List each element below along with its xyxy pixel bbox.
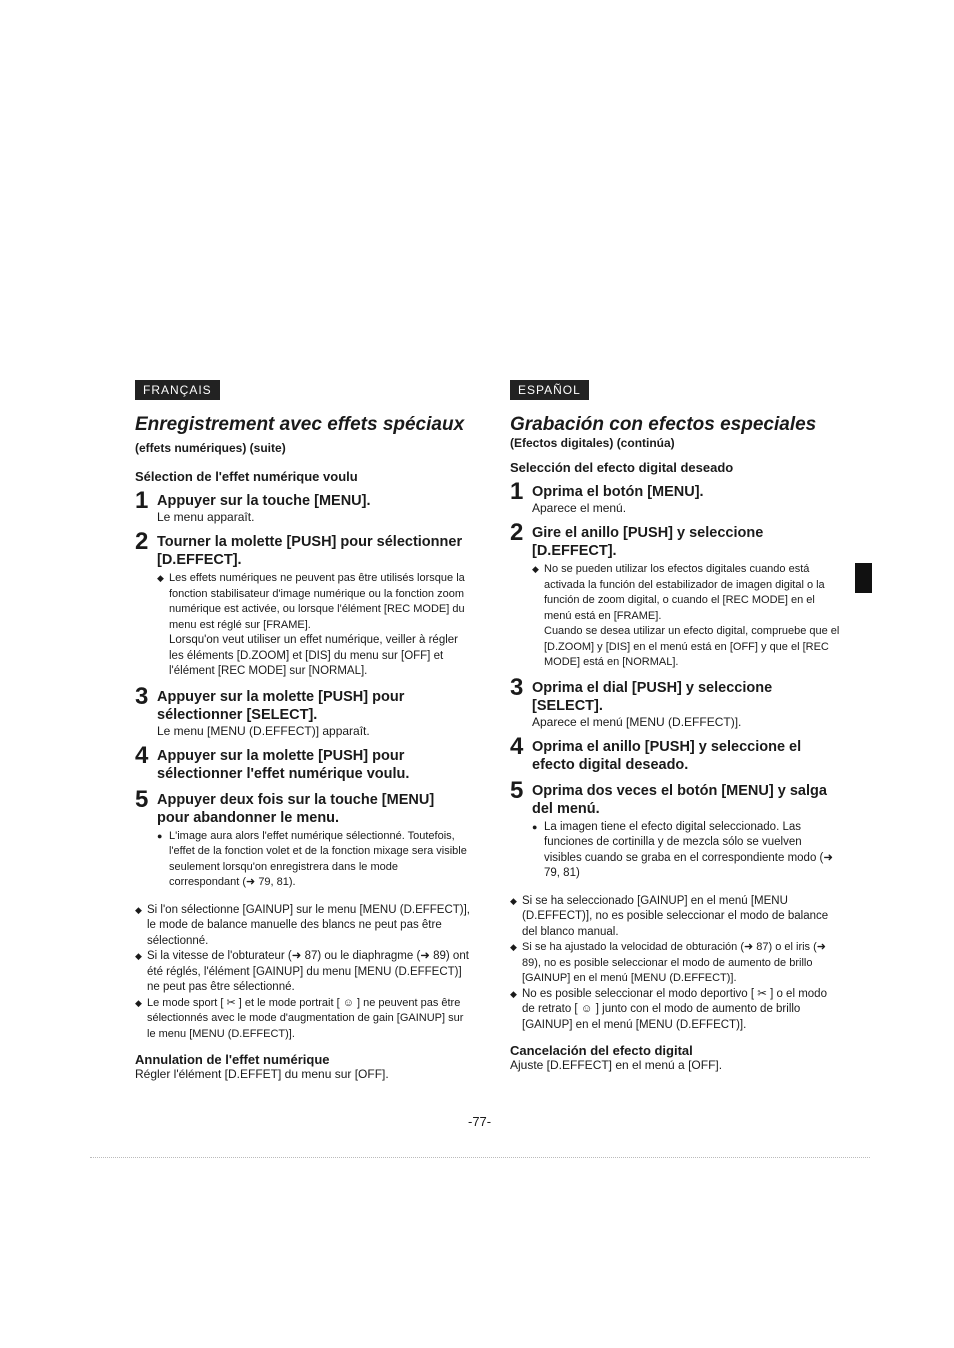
note-item: ◆ Si l'on sélectionne [GAINUP] sur le menu [MENU (D.EFFECT)], le mode de balance manuelle des blancs ne peut pas être sélectionné. — [135, 903, 471, 947]
section-title: Enregistrement avec effets spéciaux (effets numériques) (suite) — [135, 414, 465, 455]
bullet: ● La imagen tiene el efecto digital seleccionado. Las funciones de cortinilla y de mezcla sólo se vuelven visibles cuando se graba en el correspondiente modo (➜ 79, 81) — [532, 820, 833, 879]
note-item: ◆ Si se ha ajustado la velocidad de obturación (➜ 87) o el iris (➜ 89), no es posible seleccionar el modo de aumento de brillo [GAINUP] en el menú [MENU (D.EFFECT)]. — [510, 941, 826, 984]
step-2: 2 Gire el anillo [PUSH] y seleccione [D.EFFECT]. ◆ No se pueden utilizar los efectos digitales cuando está activada la función del estabilizador de imagen digital o la función de zoom digital, o cuando el [REC MODE] en el menú está en [FRAME]. Cuando se desea utilizar un efecto digital, compruebe que el [D.ZOOM] y [DIS] en el menú está en [OFF] y que el [REC MODE] está en [NORMAL]. — [510, 524, 840, 671]
bullet: Cuando se desea utilizar un efecto digital, compruebe que el [D.ZOOM] y [DIS] en el menú está en [OFF] y que el [REC MODE] está en [NORMAL]. — [544, 625, 840, 668]
step-3: 3 Oprima el dial [PUSH] y seleccione [SELECT]. Aparece el menú [MENU (D.EFFECT)]. — [510, 673, 773, 729]
step-3: 3 Appuyer sur la molette [PUSH] pour sélectionner [SELECT]. Le menu [MENU (D.EFFECT)] apparaît. — [135, 682, 405, 738]
note-item: ◆ Si se ha seleccionado [GAINUP] en el menú [MENU (D.EFFECT)], no es posible seleccionar el modo de balance del blanco manual. — [510, 894, 829, 938]
subsection-heading: Sélection de l'effet numérique voulu — [135, 469, 358, 484]
spanish-column — [510, 380, 840, 1073]
subsection-heading: Selección del efecto digital deseado — [510, 460, 734, 475]
section-title: Grabación con efectos especiales — [510, 414, 817, 435]
french-column — [135, 380, 470, 1082]
step-4: 4 Oprima el anillo [PUSH] y seleccione el efecto digital deseado. — [510, 732, 802, 773]
step-1: 1 Oprima el botón [MENU]. Aparece el menú. — [510, 478, 704, 515]
notes-list — [135, 903, 470, 1043]
cancel-heading: Annulation de l'effet numérique — [135, 1052, 330, 1067]
cancel-text: Régler l'élément [D.EFFET] du menu sur [OFF]. — [135, 1067, 389, 1081]
section-marker — [855, 563, 872, 593]
step-2: 2 Tourner la molette [PUSH] pour sélectionner [D.EFFECT]. ◆ Les effets numériques ne peuvent pas être utilisés lorsque la fonction stabilisateur d'image numérique ou la fonction zoom numérique est activée, ou lorsque l'élément [REC MODE] du menu est réglé sur [FRAME]. Lorsqu'on veut utiliser un effet numérique, veiller à régler les éléments [D.ZOOM] et [DIS] du menu sur [OFF] et l'élément [REC MODE] sur [NORMAL]. — [135, 533, 470, 680]
step-1: 1 Appuyer sur la touche [MENU]. Le menu apparaît. — [135, 487, 371, 524]
step-5: 5 Appuyer deux fois sur la touche [MENU] pour abandonner le menu. ● L'image aura alors l'effet numérique sélectionné. Toutefois, l'effet de la fonction volet et de la fonction mixage sera visible seulement lorsqu'on enregistrera dans le mode correspondant (➜ 79, 81). — [135, 791, 470, 891]
bullet: Lorsqu'on veut utiliser un effet numérique, veiller à régler les éléments [D.ZOOM] et [DIS] du menu sur [OFF] et l'élément [REC MODE] sur [NORMAL]. — [169, 634, 459, 677]
language-tag-spanish: ESPAÑOL — [510, 380, 589, 400]
bullet: ● L'image aura alors l'effet numérique sélectionné. Toutefois, l'effet de la fonction volet et de la fonction mixage sera visible seulement lorsqu'on enregistrera dans le mode correspondant (➜ 79, 81). — [157, 829, 467, 888]
page-number: -77- — [468, 1114, 492, 1129]
bottom-divider — [90, 1157, 870, 1158]
cancel-text: Ajuste [D.EFFECT] en el menú a [OFF]. — [510, 1058, 723, 1072]
note-item: ◆ Le mode sport [ ✂ ] et le mode portrait [ ☺ ] ne peuvent pas être sélectionnés avec le mode d'augmentation de gain [GAINUP] sur le menu [MENU (D.EFFECT)]. — [135, 996, 464, 1040]
cancel-heading: Cancelación del efecto digital — [510, 1043, 693, 1058]
section-subtitle: (Efectos digitales) (continúa) — [510, 436, 675, 450]
step-5: 5 Oprima dos veces el botón [MENU] y salga del menú. ● La imagen tiene el efecto digital seleccionado. Las funciones de cortinilla y de mezcla sólo se vuelven visibles cuando se graba en el correspondiente modo (➜ 79, 81) — [510, 782, 840, 882]
step-4: 4 Appuyer sur la molette [PUSH] pour sélectionner l'effet numérique voulu. — [135, 741, 410, 782]
language-tag-french: FRANÇAIS — [135, 380, 220, 400]
bullet: ◆ Les effets numériques ne peuvent pas être utilisés lorsque la fonction stabilisateur d'image numérique ou la fonction zoom numérique est activée, ou lorsque l'élément [REC MODE] du menu est réglé sur [FRAME]. — [157, 572, 465, 631]
note-item: ◆ Si la vitesse de l'obturateur (➜ 87) ou le diaphragme (➜ 89) ont été réglés, l'élément [GAINUP] du menu [MENU (D.EFFECT)] ne peut pas être sélectionné. — [135, 950, 469, 993]
bullet: ◆ No se pueden utilizar los efectos digitales cuando está activada la función del estabilizador de imagen digital o la función de zoom digital, o cuando el [REC MODE] en el menú está en [FRAME]. — [532, 563, 825, 622]
note-item: ◆ No es posible seleccionar el modo deportivo [ ✂ ] o el modo de retrato [ ☺ ] junto con el modo de aumento de brillo [GAINUP] en el menú [MENU (D.EFFECT)]. — [510, 987, 827, 1031]
notes-list — [510, 894, 840, 1034]
